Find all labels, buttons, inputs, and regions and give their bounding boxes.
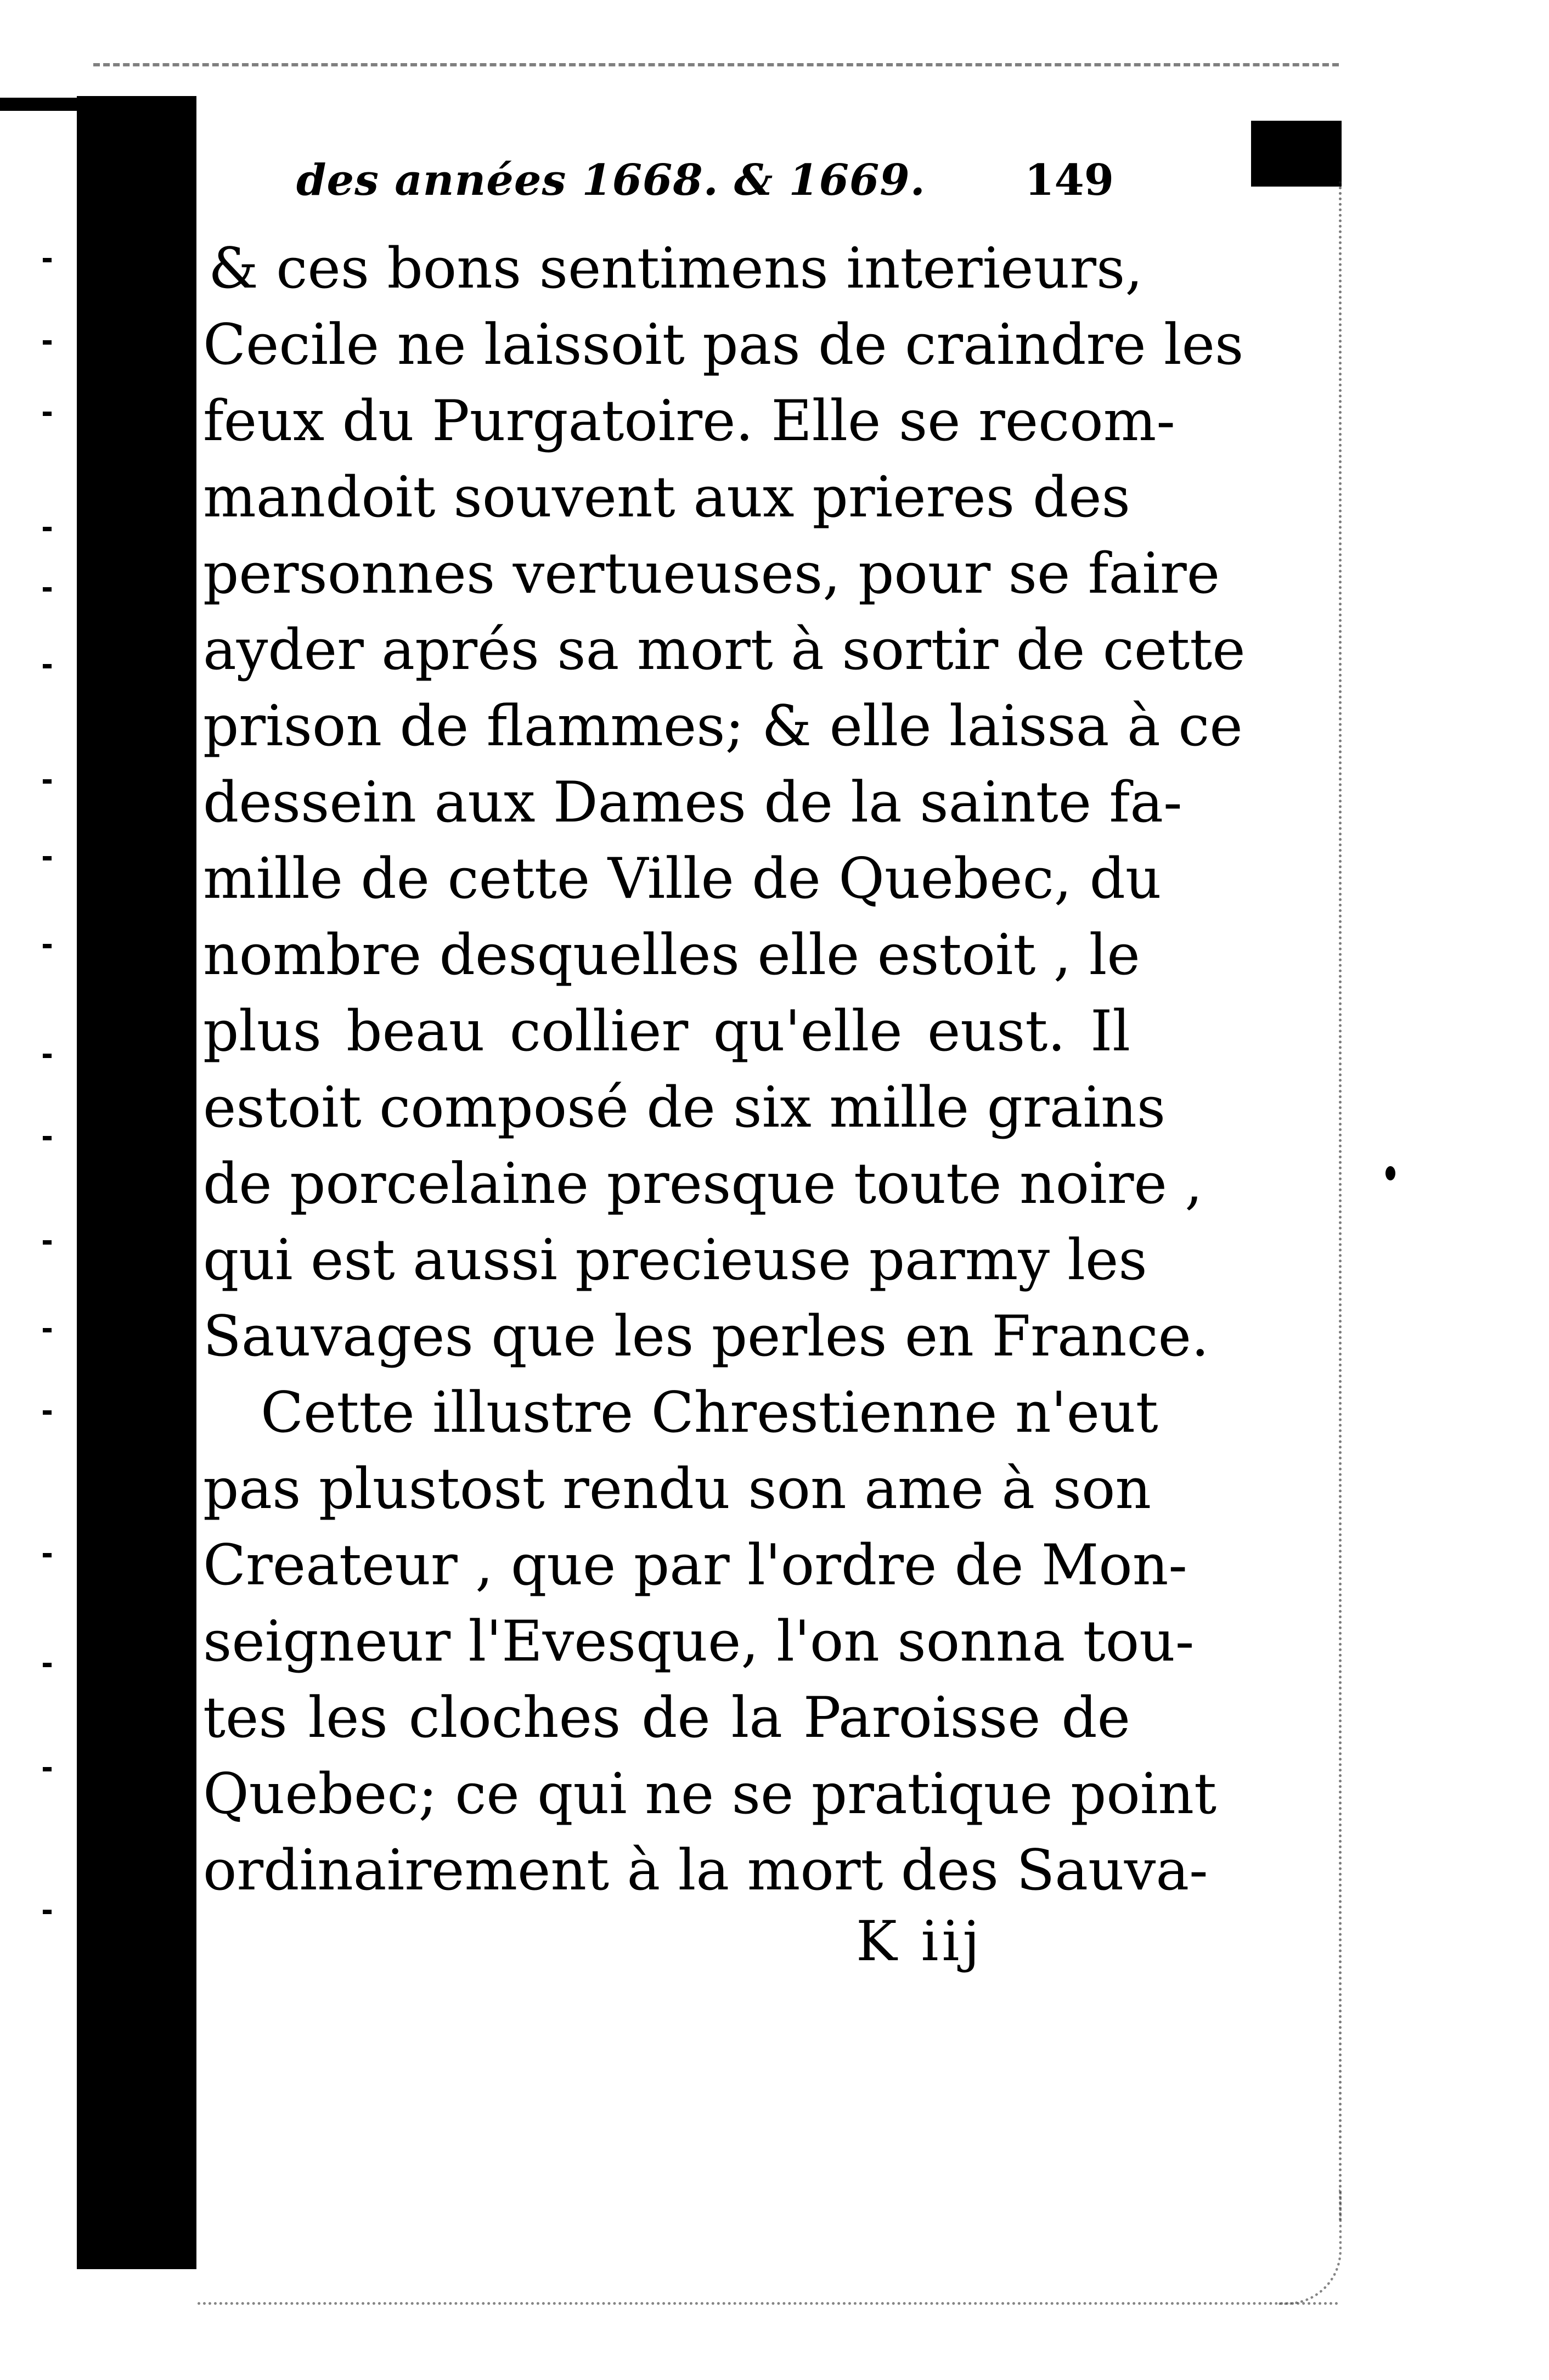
text-line: & ces bons sentimens interieurs, — [209, 236, 1143, 301]
text-line: qui est aussi precieuse parmy les — [203, 1228, 1147, 1293]
facing-page-bleed-marks — [0, 236, 77, 1992]
binding-gutter-shadow — [77, 96, 196, 2269]
facing-page-edge — [0, 98, 82, 111]
page-top-edge — [93, 63, 1339, 99]
text-line: Cette illustre Chrestienne n'eut — [261, 1380, 1158, 1445]
text-line: dessein aux Dames de la sainte fa- — [203, 770, 1182, 835]
page-bottom-corner — [1278, 2190, 1342, 2305]
body-text — [203, 230, 1246, 1909]
text-line: prison de flammes; & elle laissa à ce — [203, 694, 1243, 759]
text-line: Createur , que par l'ordre de Mon- — [203, 1533, 1187, 1598]
page-corner-shadow — [1251, 121, 1342, 187]
text-line: de porcelaine presque toute noire , — [203, 1151, 1203, 1217]
signature-mark: K iij — [856, 1909, 983, 1973]
text-line: Quebec; ce qui ne se pratique point — [203, 1762, 1217, 1827]
text-line: plus beau collier qu'elle eust. Il — [203, 999, 1130, 1064]
text-line: ayder aprés sa mort à sortir de cette — [203, 617, 1246, 683]
text-line: seigneur l'Evesque, l'on sonna tou- — [203, 1609, 1195, 1674]
text-line: Cecile ne laissoit pas de craindre les — [203, 312, 1244, 378]
text-line: nombre desquelles elle estoit , le — [203, 922, 1140, 988]
text-line: ordinairement à la mort des Sauva- — [203, 1838, 1208, 1903]
text-line: tes les cloches de la Paroisse de — [203, 1685, 1130, 1751]
page-bottom-edge — [198, 2302, 1339, 2306]
text-line: pas plustost rendu son ame à son — [203, 1456, 1152, 1522]
text-line: personnes vertueuses, pour se faire — [203, 541, 1220, 606]
book-page — [203, 155, 1246, 1974]
page-number: 149 — [1024, 155, 1114, 205]
ink-speck — [1385, 1166, 1395, 1180]
running-head — [296, 155, 1114, 225]
running-head-title: des années 1668. & 1669. — [296, 155, 926, 205]
text-line: feux du Purgatoire. Elle se recom- — [203, 389, 1175, 454]
text-line: mandoit souvent aux prieres des — [203, 465, 1130, 530]
text-line: mille de cette Ville de Quebec, du — [203, 846, 1162, 912]
text-line: estoit composé de six mille grains — [203, 1075, 1166, 1140]
page-right-edge — [1339, 181, 1343, 2223]
text-line: Sauvages que les perles en France. — [203, 1304, 1209, 1369]
